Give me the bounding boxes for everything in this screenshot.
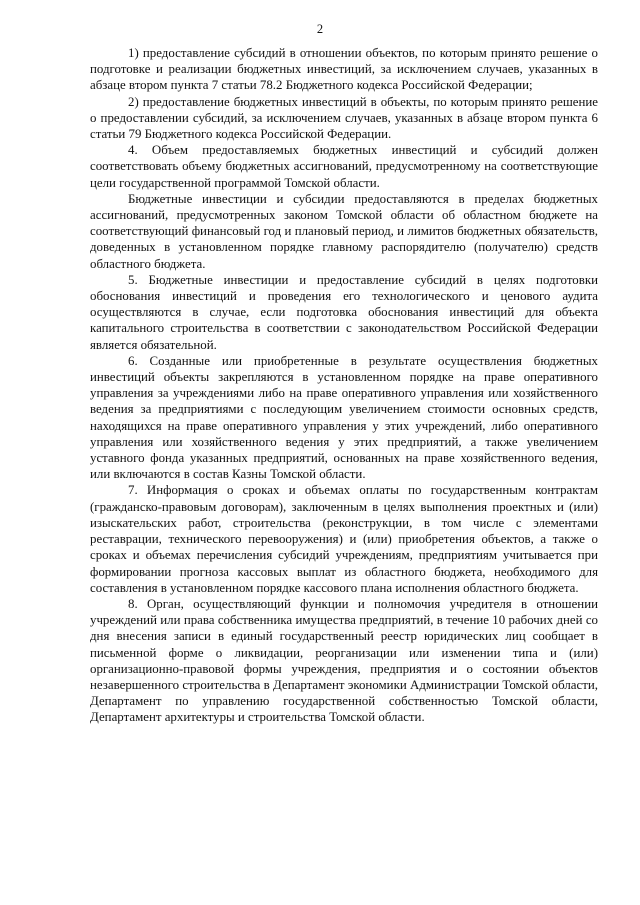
paragraph-item-4-limits: Бюджетные инвестиции и субсидии предоставляются в пределах бюджетных ассигнований, предусмотренных законом Томской области об областном бюджете на соответствующий финансовый год и плановый период, и лимитов бюджетных обязательств, доведенных в установленном порядке главному распорядителю (получателю) средств областного бюджета. (90, 191, 598, 271)
paragraph-item-8: 8. Орган, осуществляющий функции и полномочия учредителя в отношении учреждений или права собственника имущества предприятий, в течение 10 рабочих дней со дня внесения записи в единый государственный реестр юридических лиц сообщает в письменной форме о ликвидации, реорганизации или изменении типа и (или) организационно-правовой формы учреждения, предприятия и о состоянии объектов незавершенного строительства в Департамент экономики Администрации Томской области, Департамент по управлению государственной собственностью Томской области, Департамент архитектуры и строительства Томской области. (90, 596, 598, 725)
page-number: 2 (316, 22, 324, 36)
paragraph-item-4: 4. Объем предоставляемых бюджетных инвестиций и субсидий должен соответствовать объему бюджетных ассигнований, предусмотренному на соответствующие цели государственной программой Томской области. (90, 143, 598, 190)
document-body (90, 45, 598, 726)
paragraph-item-6: 6. Созданные или приобретенные в результате осуществления бюджетных инвестиций объекты закрепляются в установленном порядке на праве оперативного управления за учреждениями либо на праве оперативного управления или хозяйственного ведения за предприятиями с последующим увеличением стоимости основных средств, находящихся на праве оперативного управления у этих учреждений, либо оперативного управления или хозяйственного ведения у этих предприятий, а также увеличением уставного фонда указанных предприятий, основанных на праве хозяйственного ведения, или включаются в состав Казны Томской области. (90, 353, 598, 482)
paragraph-investments: 2) предоставление бюджетных инвестиций в объекты, по которым принято решение о предоставлении субсидий, за исключением случаев, указанных в абзаце втором пункта 6 статьи 79 Бюджетного кодекса Российской Федерации. (90, 94, 598, 142)
paragraph-item-5: 5. Бюджетные инвестиции и предоставление субсидий в целях подготовки обоснования инвестиций и проведения его технологического и ценового аудита осуществляются в случае, если подготовка обоснования инвестиций для объекта капитального строительства в соответствии с законодательством Российской Федерации является обязательной. (90, 272, 598, 352)
paragraph-item-7: 7. Информация о сроках и объемах оплаты по государственным контрактам (гражданско-правовым договорам), заключенным в целях выполнения проектных и (или) изыскательских работ, строительства (реконструкции, в том числе с элементами реставрации, технического перевооружения) и (или) приобретения объектов, а также о сроках и объемах перечисления субсидий учреждениям, предприятиям учитывается при формировании прогноза кассовых выплат из областного бюджета, необходимого для составления в установленном порядке кассового плана исполнения областного бюджета. (90, 483, 598, 595)
paragraph-subsidies: 1) предоставление субсидий в отношении объектов, по которым принято решение о подготовке и реализации бюджетных инвестиций, за исключением случаев, указанных в абзаце втором пункта 7 статьи 78.2 Бюджетного кодекса Российской Федерации; (90, 46, 598, 93)
